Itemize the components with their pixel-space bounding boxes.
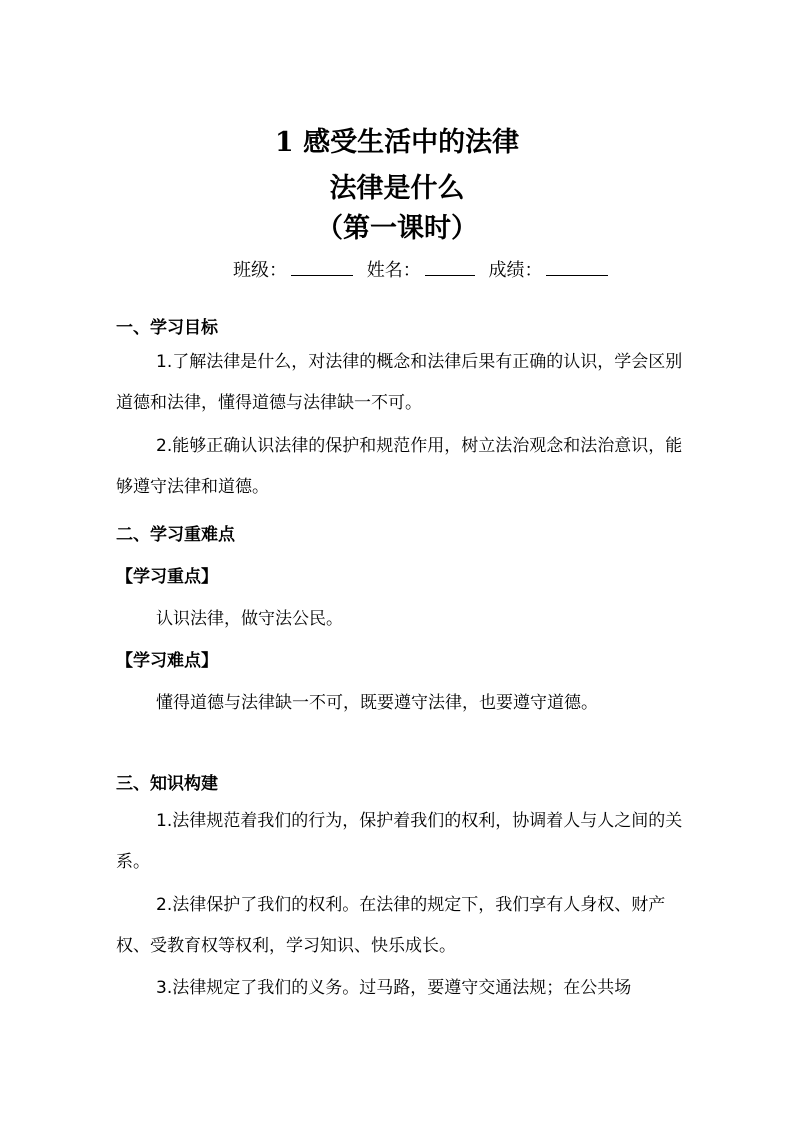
score-blank[interactable] <box>546 259 608 276</box>
difficult-points-text: 懂得道德与法律缺一不可，既要遵守法律，也要遵守道德。 <box>156 693 598 713</box>
lesson-subtitle: 法律是什么 <box>329 173 465 204</box>
section1-item2: 2.能够正确认识法律的保护和规范作用，树立法治观念和法治意识，能够遵守法律和道德。 <box>116 436 683 497</box>
key-points-text: 认识法律，做守法公民。 <box>156 609 343 629</box>
section3-heading: 三、知识构建 <box>116 774 218 794</box>
name-label: 姓名： <box>366 260 421 281</box>
class-blank[interactable] <box>291 259 353 276</box>
key-points-label: 【学习重点】 <box>116 567 218 587</box>
student-info-row <box>233 256 616 282</box>
section1-heading: 一、学习目标 <box>116 318 218 338</box>
section3-item1: 1.法律规范着我们的行为，保护着我们的权利，协调着人与人之间的关系。 <box>116 811 683 872</box>
section1-item1: 1.了解法律是什么，对法律的概念和法律后果有正确的认识，学会区别道德和法律，懂得道德与法律缺一不可。 <box>116 352 683 413</box>
section2-heading: 二、学习重难点 <box>116 525 235 545</box>
class-label: 班级： <box>233 260 287 281</box>
section3-item3: 3.法律规定了我们的义务。过马路，要遵守交通法规；在公共场 <box>156 978 632 998</box>
section3-item2: 2.法律保护了我们的权利。在法律的规定下，我们享有人身权、财产权、受教育权等权利，学习知识、快乐成长。 <box>116 895 666 956</box>
difficult-points-label: 【学习难点】 <box>116 651 218 671</box>
lesson-period: （第一课时） <box>316 213 478 244</box>
score-label: 成绩： <box>488 260 543 281</box>
lesson-title: 1 感受生活中的法律 <box>274 127 520 158</box>
name-blank[interactable] <box>425 259 475 276</box>
